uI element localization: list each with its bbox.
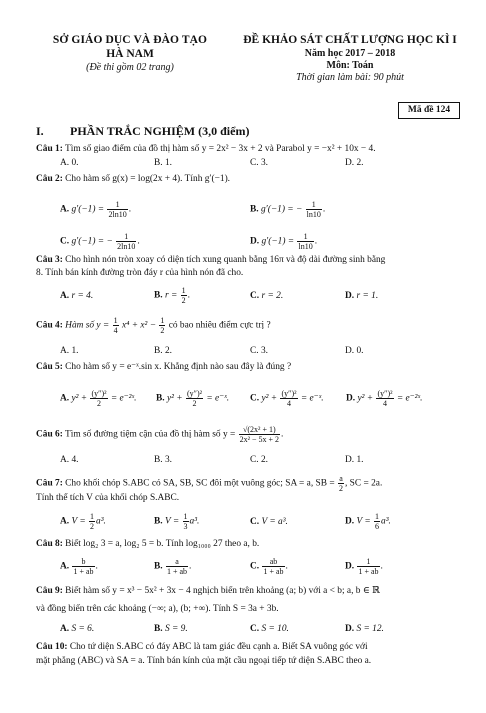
fraction: $\frac{1}{2}$ [160,316,165,335]
q3-option-d[interactable]: D. r = 1. [345,291,379,301]
question-2 [36,173,462,185]
q7-option-b[interactable]: B. V = $\frac{1}{3}$ a³. [154,512,200,531]
question-label: Câu 6: [36,429,63,440]
q8-option-a[interactable]: A. $\frac{b}{1 + ab}$ . [60,557,98,576]
q2-option-a[interactable]: A. g′(−1) = $\frac{1}{2\ln 10}$ . [60,200,132,219]
q2-option-d[interactable]: D. g′(−1) = $\frac{1}{\ln 10}$ . [250,232,318,251]
question-text: Tìm số giao điểm của đồ thị hàm số y = 2x² − 3x + 2 và Parabol y = −x² + 10x − 4. [65,144,376,154]
q3-option-c[interactable]: C. r = 2. [250,291,284,301]
fraction: $\frac{\text{(y″)²}}{4}$ [281,389,297,408]
q2-option-c[interactable]: C. g′(−1) = − $\frac{1}{2\ln 10}$ . [60,232,140,251]
question-label: Câu 10: [36,642,68,652]
question-label: Câu 9: [36,586,63,596]
q1-option-c[interactable]: C. 3. [250,158,268,168]
q7-option-d[interactable]: D. V = $\frac{1}{6}$ a³. [345,512,391,531]
question-label: Câu 1: [36,144,63,154]
question-10 [36,641,462,653]
q2-option-b[interactable]: B. g′(−1) = − $\frac{1}{\ln 10}$ . [250,200,326,219]
q9-option-a[interactable]: A. S = 6. [60,624,95,634]
q4-option-d[interactable]: D. 0. [345,346,364,356]
fraction: $\frac{1}{6}$ [375,512,380,531]
question-5 [36,361,462,373]
q5-option-d[interactable]: D. y² + $\frac{\text{(y″)²}}{4}$ = e⁻²ˣ. [346,389,423,408]
fraction: $\frac{a}{2}$ [338,474,343,493]
question-label: Câu 3: [36,255,63,265]
page-count-note: (Đề thi gồm 02 trang) [86,62,174,73]
q6-option-c[interactable]: C. 2. [250,455,268,465]
q6-option-d[interactable]: D. 1. [345,455,364,465]
department-name: SỞ GIÁO DỤC VÀ ĐÀO TẠO [52,34,208,46]
question-7: Câu 7: Cho khối chóp S.ABC có SA, SB, SC đôi một vuông góc; SA = a, SB = $\frac{a}{2}$ , SC = 2a. [36,474,383,493]
fraction: $\frac{\text{(y″)²}}{4}$ [377,389,393,408]
fraction: $\frac{1}{1 + ab}$ [358,557,379,576]
q7-option-c[interactable]: C. V = a³. [250,517,288,527]
q3-option-a[interactable]: A. r = 4. [60,291,94,301]
fraction: $\frac{1}{4}$ [113,316,118,335]
question-7-line2: Tính thể tích V của khối chóp S.ABC. [36,493,180,503]
question-text: Cho hàm số g(x) = log(2x + 4). Tính g′(−1). [65,174,231,184]
question-6: Câu 6: Tìm số đường tiệm cận của đồ thị hàm số y = $\frac{\text{√(2x² + 1)}}{\text{2x² − 5x + 2}}$ . [36,425,284,444]
q9-option-c[interactable]: C. S = 10. [250,624,289,634]
header-left [30,34,230,73]
q1-option-d[interactable]: D. 2. [345,158,364,168]
q5-option-a[interactable]: A. y² + $\frac{\text{(y″)²}}{2}$ = e⁻²ˣ. [60,389,137,408]
question-text: Biết log₂ 3 = a, log₂ 5 = b. Tính log₁₀₀₀ 27 theo a, b. [65,539,260,549]
question-1 [36,143,462,155]
province-name: HÀ NAM [106,48,154,60]
exam-title: ĐỀ KHẢO SÁT CHẤT LƯỢNG HỌC KÌ I [243,34,457,46]
question-label: Câu 5: [36,362,63,372]
question-label: Câu 4: [36,320,63,331]
q1-option-b[interactable]: B. 1. [154,158,172,168]
time-limit: Thời gian làm bài: 90 phút [296,72,404,83]
q9-option-d[interactable]: D. S = 12. [345,624,384,634]
fraction: $\frac{ab}{1 + ab}$ [263,557,284,576]
fraction: $\frac{1}{2}$ [90,512,95,531]
fraction: $\frac{a}{1 + ab}$ [166,557,188,576]
question-3-line2: 8. Tính bán kính đường tròn đáy r của hình nón đã cho. [36,268,244,278]
q6-option-b[interactable]: B. 3. [154,455,172,465]
q7-option-a[interactable]: A. V = $\frac{1}{2}$ a³. [60,512,106,531]
question-8 [36,538,462,550]
fraction: $\frac{\text{(y″)²}}{2}$ [186,389,203,408]
subject: Môn: Toán [326,60,374,71]
fraction: $\frac{1}{2\ln 10}$ [108,200,127,219]
q8-option-c[interactable]: C. $\frac{ab}{1 + ab}$ . [250,557,288,576]
q5-option-c[interactable]: C. y² + $\frac{\text{(y″)²}}{4}$ = e⁻ˣ. [250,389,324,408]
q9-option-b[interactable]: B. S = 9. [154,624,188,634]
question-text-line1: Cho hình nón tròn xoay có diện tích xung quanh bằng 16π và độ dài đường sinh bằng [65,255,386,265]
question-9 [36,585,462,597]
q5-option-b[interactable]: B. y² + $\frac{\text{(y″)²}}{2}$ = e⁻ˣ. [156,389,230,408]
q6-option-a[interactable]: A. 4. [60,455,79,465]
q8-option-d[interactable]: D. $\frac{1}{1 + ab}$ . [345,557,383,576]
header-right [234,34,466,83]
q4-option-b[interactable]: B. 2. [154,346,172,356]
fraction: $\frac{b}{1 + ab}$ [73,557,94,576]
school-year: Năm học 2017 – 2018 [304,48,396,59]
section-title: PHẦN TRẮC NGHIỆM (3,0 điểm) [70,124,250,138]
fraction: $\frac{1}{2}$ [181,286,186,305]
question-9-line2: và đồng biến trên các khoảng (−∞; a), (b; +∞). Tính S = 3a + 3b. [36,604,279,614]
fraction: $\frac{1}{2\ln 10}$ [117,232,136,251]
q8-option-b[interactable]: B. $\frac{a}{1 + ab}$ . [154,557,192,576]
q1-option-a[interactable]: A. 0. [60,158,79,168]
question-label: Câu 2: [36,174,63,184]
question-label: Câu 8: [36,539,63,549]
fraction: $\frac{\text{(y″)²}}{2}$ [91,389,107,408]
question-text: Cho hàm số y = e⁻ˣ.sin x. Khẳng định nào sau đây là đúng ? [65,362,292,372]
question-text-line1: Cho tứ diện S.ABC có đáy ABC là tam giác đều cạnh a. Biết SA vuông góc với [69,642,368,652]
fraction: $\frac{1}{3}$ [183,512,188,531]
question-label: Câu 7: [36,478,63,489]
fraction: $\frac{\text{√(2x² + 1)}}{\text{2x² − 5x + 2}}$ [239,425,280,444]
q4-option-a[interactable]: A. 1. [60,346,79,356]
section-heading [36,124,249,139]
section-number: I. [36,124,44,138]
fraction: $\frac{1}{\ln 10}$ [306,200,321,219]
question-3 [36,254,462,266]
exam-code-box: Mã đề 124 [398,102,460,119]
fraction: $\frac{1}{\ln 10}$ [298,232,313,251]
q4-option-c[interactable]: C. 3. [250,346,268,356]
question-4: Câu 4: Hàm số y = $\frac{1}{4}$ x⁴ + x² − $\frac{1}{2}$ có bao nhiêu điểm cực trị ? [36,316,271,335]
q3-option-b[interactable]: B. r = $\frac{1}{2}$ . [154,286,190,305]
question-text-line1: Biết hàm số y = x³ − 5x² + 3x − 4 nghịch biến trên khoảng (a; b) với a < b; a, b ∈ ℝ [65,586,380,596]
question-10-line2: mặt phẳng (ABC) và SA = a. Tính bán kính của mặt cầu ngoại tiếp tứ diện S.ABC theo a. [36,656,372,666]
